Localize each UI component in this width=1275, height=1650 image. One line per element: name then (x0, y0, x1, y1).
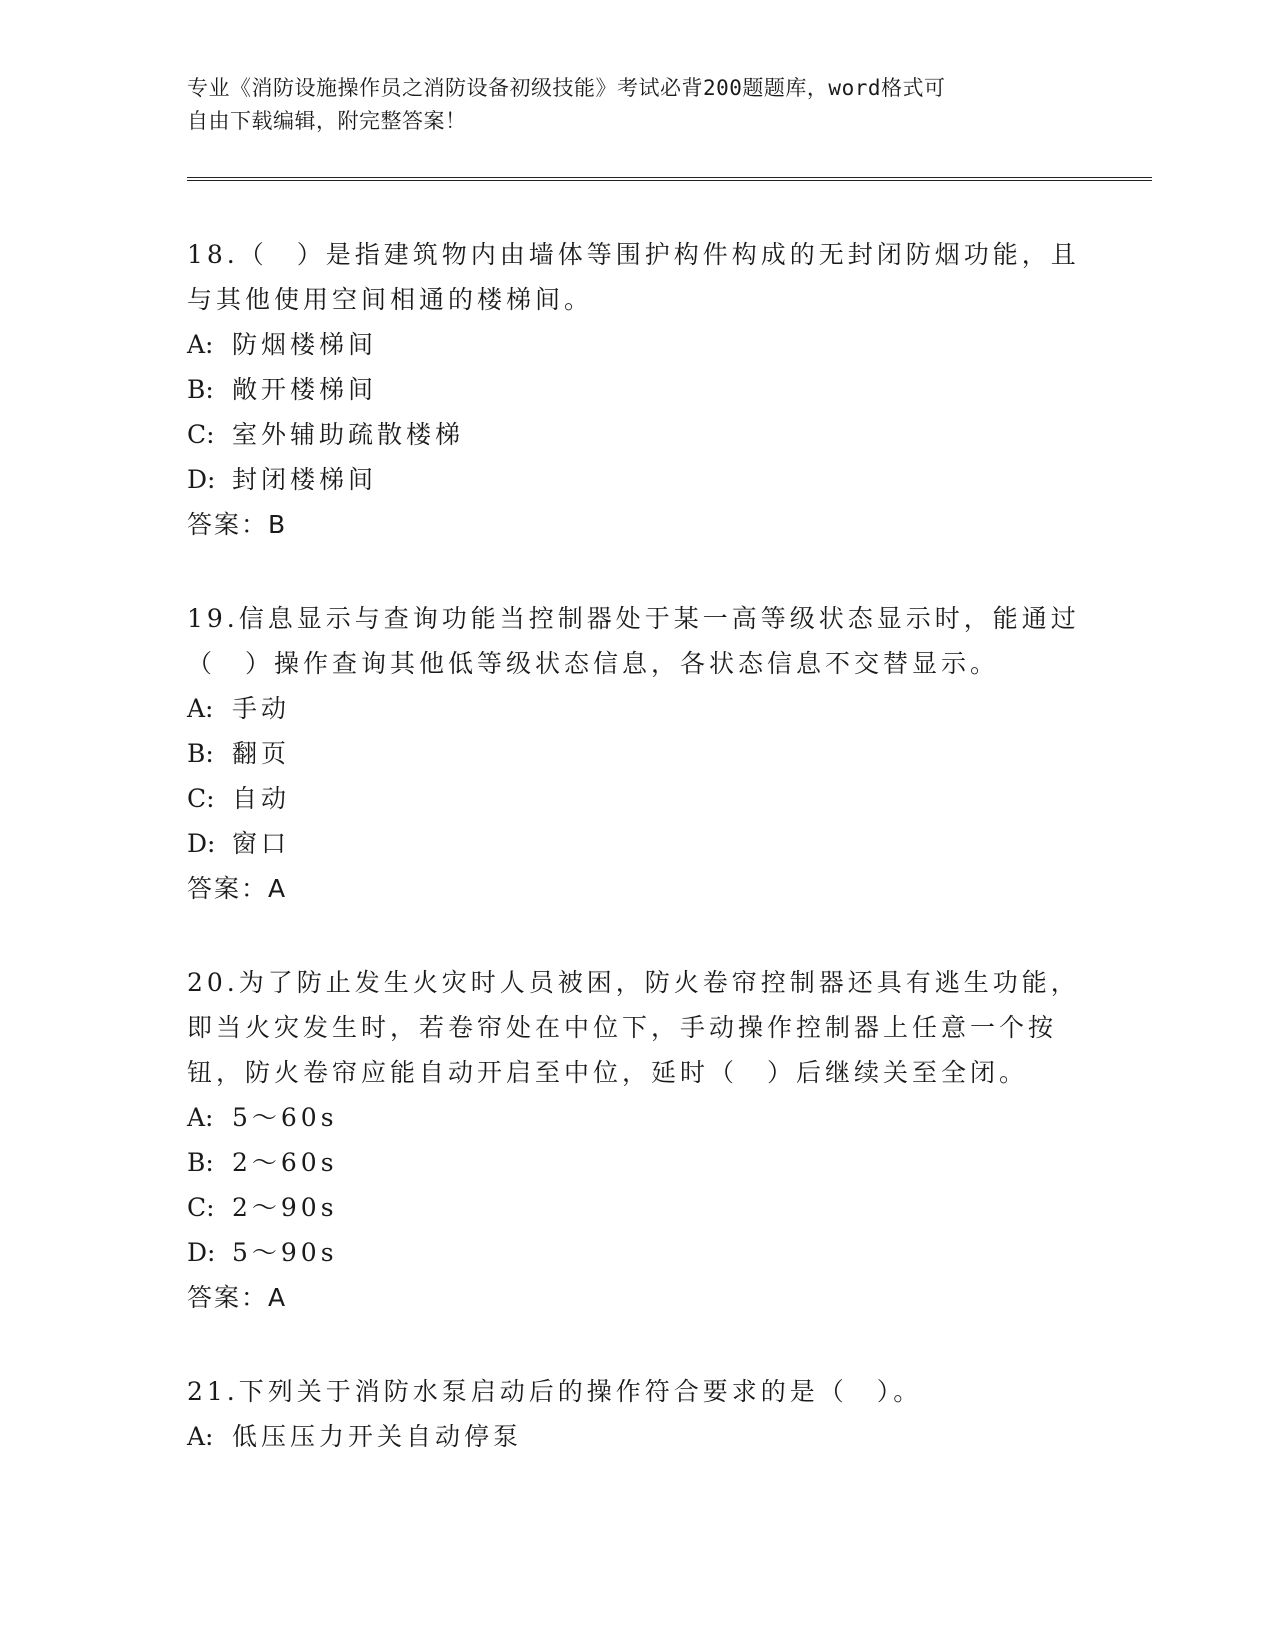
option-a (187, 322, 1087, 367)
question-19 (187, 596, 1087, 911)
option-text: 5～90s (232, 1238, 338, 1267)
option-b (187, 367, 1087, 412)
question-21 (187, 1369, 1087, 1459)
header-line-1: 专业《消防设施操作员之消防设备初级技能》考试必背200题题库，word格式可 (187, 76, 946, 100)
question-line: 19.信息显示与查询功能当控制器处于某一高等级状态显示时，能通过 (187, 604, 1080, 633)
option-letter: B: (187, 1148, 214, 1177)
question-line: 即当火灾发生时，若卷帘处在中位下，手动操作控制器上任意一个按 (187, 1013, 1058, 1042)
option-letter: C: (187, 1193, 215, 1222)
answer: 答案：B (187, 510, 288, 539)
question-18 (187, 232, 1087, 547)
question-line: （ ）操作查询其他低等级状态信息，各状态信息不交替显示。 (187, 649, 1000, 678)
option-text: 封闭楼梯间 (232, 465, 378, 494)
question-line: 21.下列关于消防水泵启动后的操作符合要求的是（ ）。 (187, 1377, 923, 1406)
option-text: 窗口 (232, 829, 291, 858)
option-text: 翻页 (232, 739, 291, 768)
option-text: 室外辅助疏散楼梯 (232, 420, 465, 449)
question-text (187, 232, 1087, 322)
option-letter: B: (187, 375, 214, 404)
option-letter: C: (187, 420, 215, 449)
option-letter: D: (187, 1238, 216, 1267)
option-letter: A: (187, 1103, 214, 1132)
option-text: 自动 (232, 784, 291, 813)
option-d (187, 457, 1087, 502)
option-letter: B: (187, 739, 214, 768)
option-text: 2～60s (232, 1148, 338, 1177)
option-letter: A: (187, 330, 214, 359)
header-double-rule (187, 177, 1152, 181)
question-line: 钮，防火卷帘应能自动开启至中位，延时（ ）后继续关至全闭。 (187, 1058, 1029, 1087)
option-text: 5～60s (232, 1103, 338, 1132)
header-line-2: 自由下载编辑，附完整答案！ (187, 109, 467, 133)
option-letter: A: (187, 694, 214, 723)
option-d (187, 821, 1087, 866)
option-letter: D: (187, 465, 216, 494)
option-text: 手动 (232, 694, 291, 723)
option-text: 防烟楼梯间 (232, 330, 378, 359)
option-text: 敞开楼梯间 (232, 375, 378, 404)
document-header (187, 72, 1067, 138)
option-b (187, 731, 1087, 776)
answer: 答案：A (187, 874, 288, 903)
option-letter: A: (187, 1422, 214, 1451)
option-a (187, 686, 1087, 731)
option-letter: C: (187, 784, 215, 813)
question-list (187, 232, 1087, 1508)
answer: 答案：A (187, 1283, 288, 1312)
option-c (187, 412, 1087, 457)
option-c (187, 1185, 1087, 1230)
option-a (187, 1095, 1087, 1140)
option-c (187, 776, 1087, 821)
question-text (187, 1369, 1087, 1414)
option-b (187, 1140, 1087, 1185)
option-a (187, 1414, 1087, 1459)
question-line: 20.为了防止发生火灾时人员被困，防火卷帘控制器还具有逃生功能， (187, 968, 1080, 997)
question-line: 18.（ ）是指建筑物内由墙体等围护构件构成的无封闭防烟功能，且 (187, 240, 1080, 269)
question-line: 与其他使用空间相通的楼梯间。 (187, 285, 594, 314)
option-text: 2～90s (232, 1193, 338, 1222)
question-20 (187, 960, 1087, 1320)
option-d (187, 1230, 1087, 1275)
option-letter: D: (187, 829, 216, 858)
option-text: 低压压力开关自动停泵 (232, 1422, 523, 1451)
question-text (187, 960, 1087, 1095)
question-text (187, 596, 1087, 686)
